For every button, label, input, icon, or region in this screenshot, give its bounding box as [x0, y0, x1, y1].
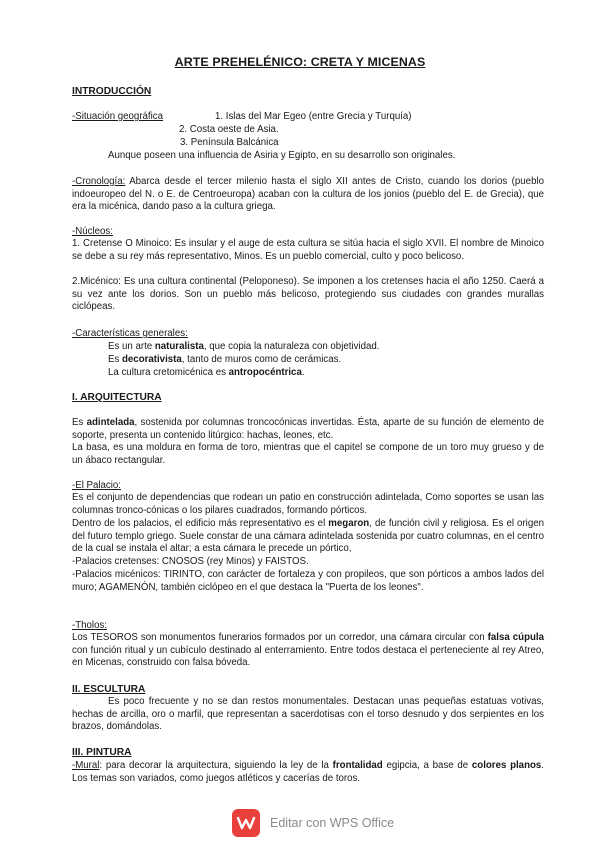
- tholos-label-text: -Tholos:: [72, 620, 107, 631]
- caracteristica-1: [108, 341, 379, 353]
- section-heading-arquitectura: I. ARQUITECTURA: [72, 392, 162, 403]
- cronologia-label: -Cronología:: [72, 176, 126, 187]
- situacion-item-3: 3. Península Balcánica: [180, 137, 279, 148]
- palacio-paragraph-1: Es el conjunto de dependencias que rodean un patio en construcción adintelada, Como soportes se usan las columnas tronco-cónicas o los pilares cuadrados, formando pórticos.: [72, 492, 544, 516]
- caract-3-c: .: [301, 367, 305, 378]
- caract-1-c: , que copia la naturaleza con objetividad.: [203, 341, 380, 352]
- situacion-label: -Situación geográfica: [72, 111, 164, 122]
- wps-logo-icon: [232, 809, 260, 837]
- caract-2-bold: decorativista: [122, 354, 182, 365]
- palacio-paragraph-3: -Palacios cretenses: CNOSOS (rey Minos) y FAISTOS.: [72, 556, 309, 567]
- caract-2-c: , tanto de muros como de cerámicas.: [181, 354, 342, 365]
- section-heading-pintura: III. PINTURA: [72, 747, 132, 758]
- tholos-c: con función ritual y un cubículo destinado al enterramiento. Entre todos destaca el perteneciente al rey Atreo, en Micenas, construido con falsa bóveda.: [72, 644, 544, 668]
- nucleo-micenico: 2.Micénico: Es una cultura continental (Peloponeso). Se imponen a los cretenses hacia el año 1250. Caerá a su vez ante los dorios. Son un pueblo más belicoso, protegiendo sus ciudades con grandes murallas ciclópeas.: [72, 276, 544, 312]
- cronologia-paragraph: [72, 176, 544, 214]
- caract-3-bold: antropocéntrica: [228, 367, 302, 378]
- palacio-paragraph-2: [72, 518, 544, 556]
- escultura-paragraph: Es poco frecuente y no se dan restos monumentales. Destacan unas pequeñas estatuas votivas, hechas de arcilla, oro o marfil, que representan a sacerdotisas con el torso desnudo y dos serpientes en los brazos, domándolas.: [72, 696, 544, 732]
- caracteristica-2: [108, 354, 341, 366]
- arquitectura-paragraph-2: La basa, es una moldura en forma de toro, mientras que el capitel se compone de un toro muy grueso y de un ábaco rectangular.: [72, 442, 544, 466]
- document-title: ARTE PREHELÉNICO: CRETA Y MICENAS: [174, 55, 426, 69]
- nucleos-label: [72, 226, 113, 238]
- wps-edit-banner[interactable]: [232, 809, 394, 837]
- mural-bold-1: frontalidad: [332, 760, 383, 771]
- caracteristicas-label-text: -Características generales:: [72, 328, 188, 339]
- arquitectura-paragraph-1: [72, 417, 544, 442]
- palacio-label: [72, 480, 121, 492]
- palacio-2-bold: megaron: [328, 518, 370, 529]
- section-heading-escultura: II. ESCULTURA: [72, 684, 146, 695]
- mural-label: -Mural: [72, 760, 100, 771]
- mural-bold-2: colores planos: [471, 760, 542, 771]
- arq-p1-a: Es: [72, 417, 87, 428]
- pintura-mural-paragraph: [72, 760, 544, 785]
- tholos-a: Los TESOROS son monumentos funerarios formados por un corredor, una cámara circular con: [72, 632, 488, 643]
- palacio-2-c: , de función civil y religiosa. Es el origen del futuro templo griego. Suele constar de una cámara adintelada sostenida por cuatro columnas, en el centro de la cual se instala el altar; a esta cámara le precede un pórtico,: [72, 518, 544, 554]
- arq-p1-c: , sostenida por columnas troncocónicas invertidas. Ésta, aparte de su función de elemento de soporte, presenta un contenido litúrgico: hachas, leones, etc.: [72, 417, 544, 441]
- arq-p1-bold: adintelada: [86, 417, 135, 428]
- section-heading-introduccion: INTRODUCCIÓN: [72, 86, 152, 97]
- wps-edit-label[interactable]: Editar con WPS Office: [270, 816, 395, 830]
- palacio-2-a: Dentro de los palacios, el edificio más representativo es el: [72, 518, 329, 529]
- situacion-item-1: 1. Islas del Mar Egeo (entre Grecia y Turquía): [215, 111, 412, 122]
- palacio-label-text: -El Palacio:: [72, 480, 121, 491]
- situacion-line: [72, 111, 412, 123]
- tholos-label: [72, 620, 107, 632]
- nucleos-label-text: -Núcleos:: [72, 226, 113, 237]
- mural-a: : para decorar la arquitectura, siguiendo la ley de la: [99, 760, 333, 771]
- caract-2-a: Es: [108, 354, 122, 365]
- caract-3-a: La cultura cretomicénica es: [108, 367, 229, 378]
- cronologia-text: Abarca desde el tercer milenio hasta el siglo XII antes de Cristo, cuando los dorios (pueblo indoeuropeo del N. o E. de Centroeuropa) acaban con la cultura de los jonios (pueblo del E. de Grecia), que era la micénica, dando paso a la cultura griega.: [72, 176, 544, 212]
- caract-1-bold: naturalista: [154, 341, 204, 352]
- caract-1-a: Es un arte: [108, 341, 155, 352]
- tholos-paragraph: [72, 632, 544, 670]
- caracteristica-3: [108, 367, 305, 379]
- situacion-item-2: 2. Costa oeste de Asia.: [179, 124, 279, 135]
- palacio-paragraph-4: -Palacios micénicos: TIRINTO, con carácter de fortaleza y con propileos, que son pórticos a ambos lados del muro; AGAMENÓN, también ciclópeo en el que destaca la "Puerta de los leones".: [72, 569, 544, 593]
- tholos-bold: falsa cúpula: [487, 632, 544, 643]
- mural-c: egipcia, a base de: [382, 760, 472, 771]
- mural-e: . Los temas son variados, como juegos atléticos y cacerías de toros.: [72, 760, 544, 784]
- situacion-note: Aunque poseen una influencia de Asiria y Egipto, en su desarrollo son originales.: [108, 150, 456, 161]
- caracteristicas-label: [72, 328, 188, 340]
- nucleo-cretense: 1. Cretense O Minoico: Es insular y el auge de esta cultura se sitúa hacia el siglo XVII. El nombre de Minoico se debe a su rey más representativo, Minos. Es un pueblo comercial, culto y poco belicoso.: [72, 238, 544, 262]
